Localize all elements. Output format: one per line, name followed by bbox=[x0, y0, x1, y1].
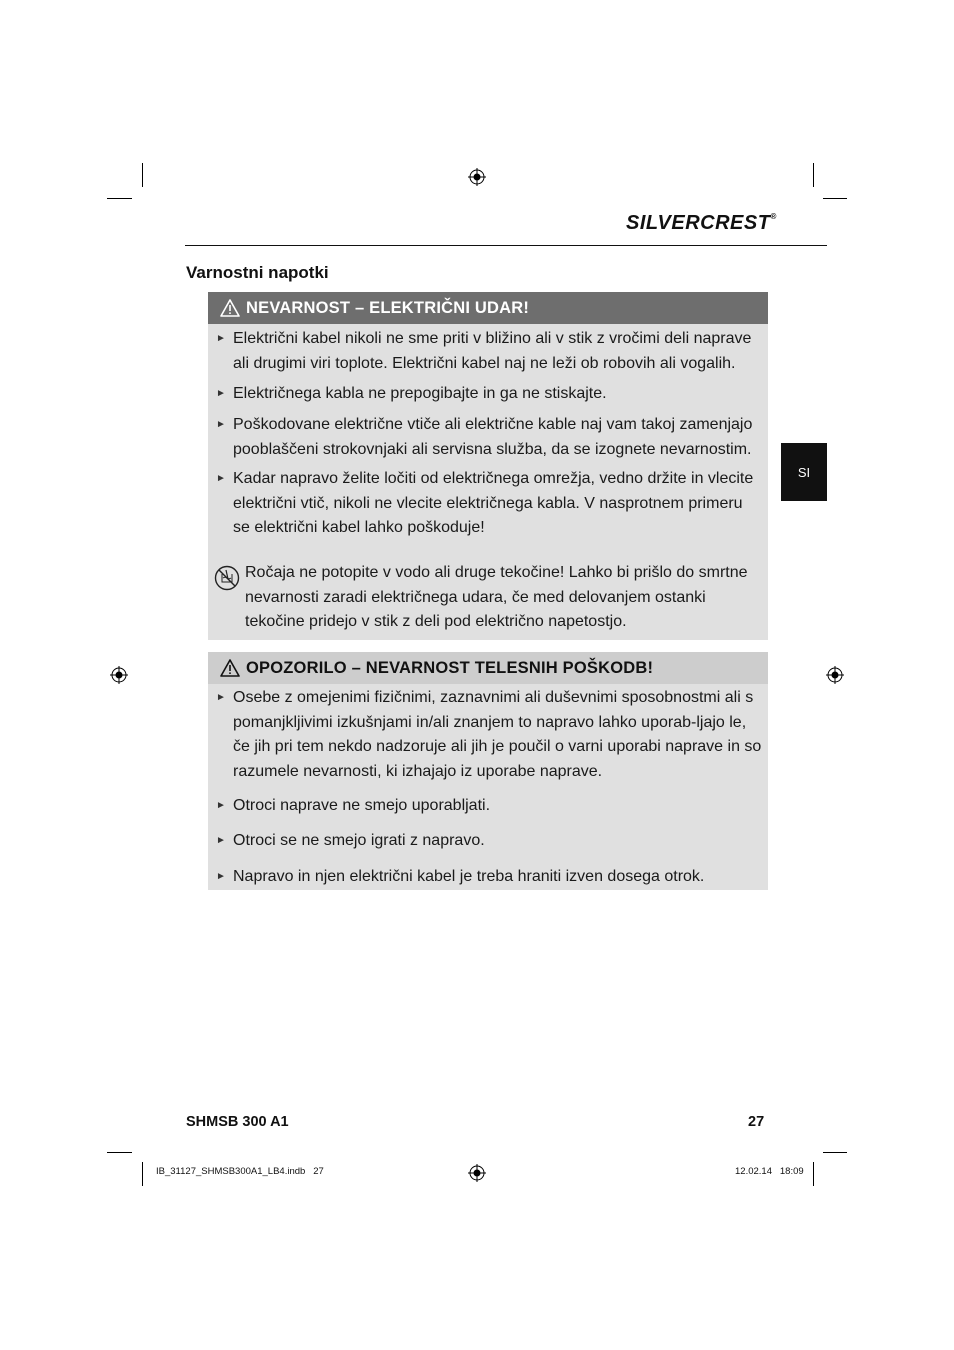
bullet-arrow-icon: ► bbox=[216, 692, 226, 703]
bullet-arrow-icon: ► bbox=[216, 800, 226, 811]
bullet-arrow-icon: ► bbox=[216, 419, 226, 430]
warning-triangle-icon bbox=[220, 299, 240, 317]
language-tab bbox=[781, 443, 827, 501]
brand-logo bbox=[626, 212, 777, 240]
list-item-text: Napravo in njen električni kabel je treba hraniti izven dosega otrok. bbox=[233, 868, 705, 885]
danger-box bbox=[208, 292, 768, 640]
crop-mark bbox=[142, 1162, 143, 1186]
warning-triangle-icon bbox=[220, 659, 240, 677]
registration-mark-icon bbox=[468, 168, 486, 186]
logo-silver: SILVER bbox=[626, 212, 701, 234]
registration-mark-icon bbox=[468, 1164, 486, 1182]
slug-date: 12.02.14 18:09 bbox=[735, 1166, 804, 1177]
no-immerse-icon bbox=[214, 565, 240, 591]
registration-mark-icon bbox=[826, 666, 844, 684]
bullet-arrow-icon: ► bbox=[216, 333, 226, 344]
logo-registered-mark: ® bbox=[770, 212, 777, 221]
note-text-body: Ročaja ne potopite v vodo ali druge tekočine! Lahko bi prišlo do smrtne nevarnosti zaradi električnega udara, če med delovanjem ostanki tekočine pridejo v stik z deli pod električno napetostjo. bbox=[245, 564, 748, 630]
list-item-text: Otroci naprave ne smejo uporabljati. bbox=[233, 797, 491, 814]
warning-heading: OPOZORILO – NEVARNOST TELESNIH POŠKODB! bbox=[246, 658, 654, 677]
crop-mark bbox=[823, 1152, 847, 1153]
list-item-text: Poškodovane električne vtiče ali električne kable naj vam takoj zamenjajo pooblaščeni strokovnjaki ali servisna služba, da se izognete nevarnostim. bbox=[233, 416, 753, 458]
danger-heading-bar bbox=[208, 292, 768, 324]
crop-mark bbox=[142, 163, 143, 187]
footer-model: SHMSB 300 A1 bbox=[186, 1114, 289, 1130]
list-item-text: Kadar napravo želite ločiti od električnega omrežja, vedno držite in vlecite električni vtič, nikoli ne vlecite električnega kabla. V nasprotnem primeru se električni kabel lahko poškoduje! bbox=[233, 470, 754, 536]
warning-heading-bar bbox=[208, 652, 768, 684]
section-title: Varnostni napotki bbox=[186, 263, 329, 282]
crop-mark bbox=[107, 1152, 132, 1153]
list-item-text: Električni kabel nikoli ne sme priti v bližino ali v stik z vročimi deli naprave ali drugimi viri toplote. Električni kabel naj ne leži ob robovih ali vogalih. bbox=[233, 330, 752, 372]
bullet-arrow-icon: ► bbox=[216, 388, 226, 399]
list-item-text: Električnega kabla ne prepogibajte in ga ne stiskajte. bbox=[233, 385, 607, 402]
page-number: 27 bbox=[748, 1114, 765, 1130]
bullet-arrow-icon: ► bbox=[216, 473, 226, 484]
bullet-arrow-icon: ► bbox=[216, 871, 226, 882]
slug-filename: IB_31127_SHMSB300A1_LB4.indb 27 bbox=[156, 1166, 324, 1177]
crop-mark bbox=[107, 198, 132, 199]
warning-box bbox=[208, 652, 768, 890]
crop-mark bbox=[813, 163, 814, 187]
list-item-text: Osebe z omejenimi fizičnimi, zaznavnimi ali duševnimi sposobnostmi ali s pomanjkljivimi izkušnjami in/ali znanjem to napravo lahko uporab-ljajo le, če jih pri tem nekdo nadzoruje ali jih je poučil o varni uporabi naprave in so razumele nevarnosti, ki izhajajo iz uporabe naprave. bbox=[233, 689, 762, 780]
crop-mark bbox=[813, 1162, 814, 1186]
registration-mark-icon bbox=[110, 666, 128, 684]
danger-heading: NEVARNOST – ELEKTRIČNI UDAR! bbox=[246, 298, 530, 317]
logo-crest: CREST bbox=[700, 212, 771, 234]
language-tab-label: SI bbox=[797, 464, 811, 480]
crop-mark bbox=[823, 198, 847, 199]
bullet-arrow-icon: ► bbox=[216, 835, 226, 846]
header-rule bbox=[185, 245, 827, 246]
list-item-text: Otroci se ne smejo igrati z napravo. bbox=[233, 832, 485, 849]
